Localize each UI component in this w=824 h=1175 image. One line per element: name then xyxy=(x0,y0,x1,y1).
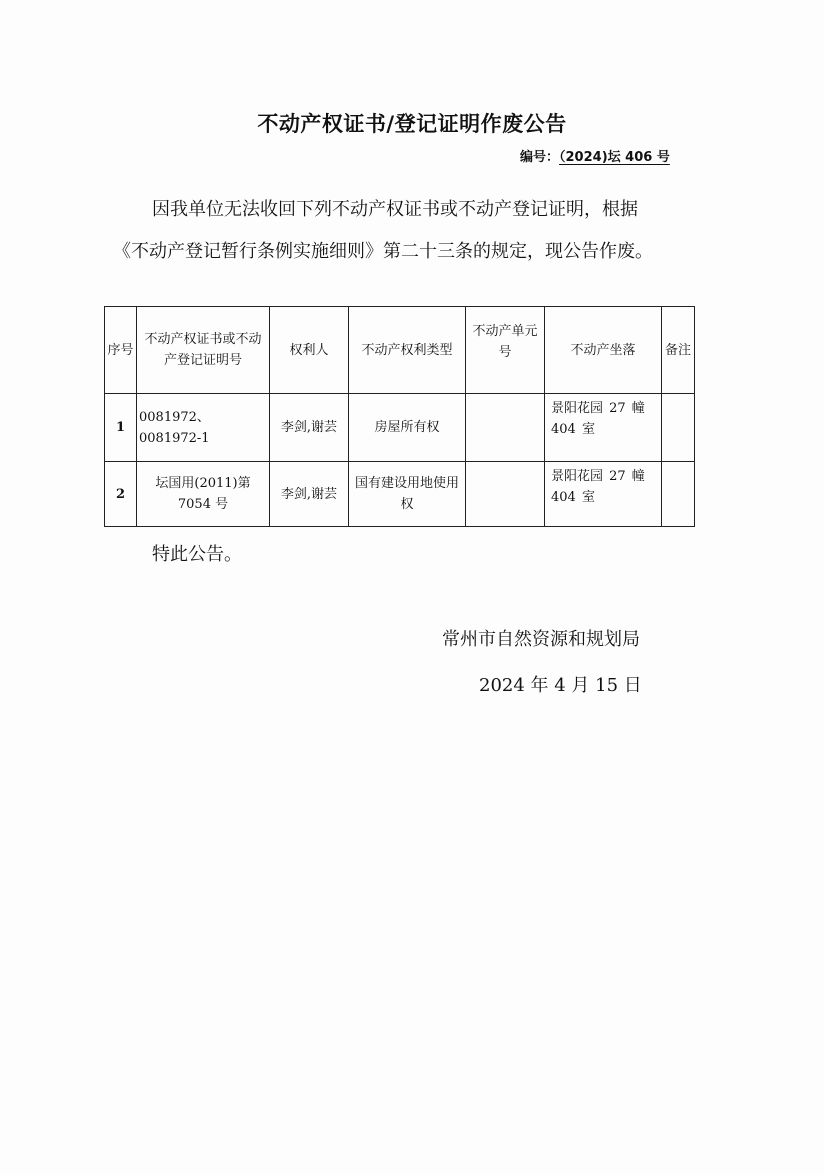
cell-unit-number xyxy=(466,462,545,527)
cell-seq: 2 xyxy=(105,462,137,527)
header-seq: 序号 xyxy=(105,307,137,394)
cell-seq: 1 xyxy=(105,394,137,462)
cell-cert-number: 0081972、0081972-1 xyxy=(137,394,270,462)
header-note: 备注 xyxy=(662,307,695,394)
header-unit-number: 不动产单元号 xyxy=(466,307,545,394)
notice-paragraph-line-2: 《不动产登记暂行条例实施细则》第二十三条的规定，现公告作废。 xyxy=(113,241,653,262)
cell-right-holder: 李剑,谢芸 xyxy=(270,462,349,527)
cell-location: 景阳花园 27 幢 404 室 xyxy=(545,462,662,527)
table-row xyxy=(105,394,695,462)
document-number-value: （2024)坛 406 号 xyxy=(559,150,670,165)
header-right-type: 不动产权利类型 xyxy=(349,307,466,394)
cell-right-type: 房屋所有权 xyxy=(349,394,466,462)
header-location: 不动产坐落 xyxy=(545,307,662,394)
cell-right-holder: 李剑,谢芸 xyxy=(270,394,349,462)
cell-right-type: 国有建设用地使用权 xyxy=(349,462,466,527)
notice-paragraph-line-1: 因我单位无法收回下列不动产权证书或不动产登记证明，根据 xyxy=(152,199,638,220)
cell-unit-number xyxy=(466,394,545,462)
header-cert-number: 不动产权证书或不动产登记证明号 xyxy=(137,307,270,394)
issuing-authority: 常州市自然资源和规划局 xyxy=(442,629,640,650)
cell-cert-number: 坛国用(2011)第 7054 号 xyxy=(137,462,270,527)
document-number xyxy=(520,146,678,165)
cell-note xyxy=(662,394,695,462)
table-row xyxy=(105,462,695,527)
closing-statement: 特此公告。 xyxy=(152,544,242,565)
document-number-label: 编号： xyxy=(520,150,560,165)
voided-certificates-table xyxy=(104,306,695,527)
header-right-holder: 权利人 xyxy=(270,307,349,394)
document-title: 不动产权证书/登记证明作废公告 xyxy=(257,112,567,136)
cell-location: 景阳花园 27 幢 404 室 xyxy=(545,394,662,462)
issue-date: 2024 年 4 月 15 日 xyxy=(479,675,642,696)
cell-note xyxy=(662,462,695,527)
table-header-row xyxy=(105,307,695,394)
